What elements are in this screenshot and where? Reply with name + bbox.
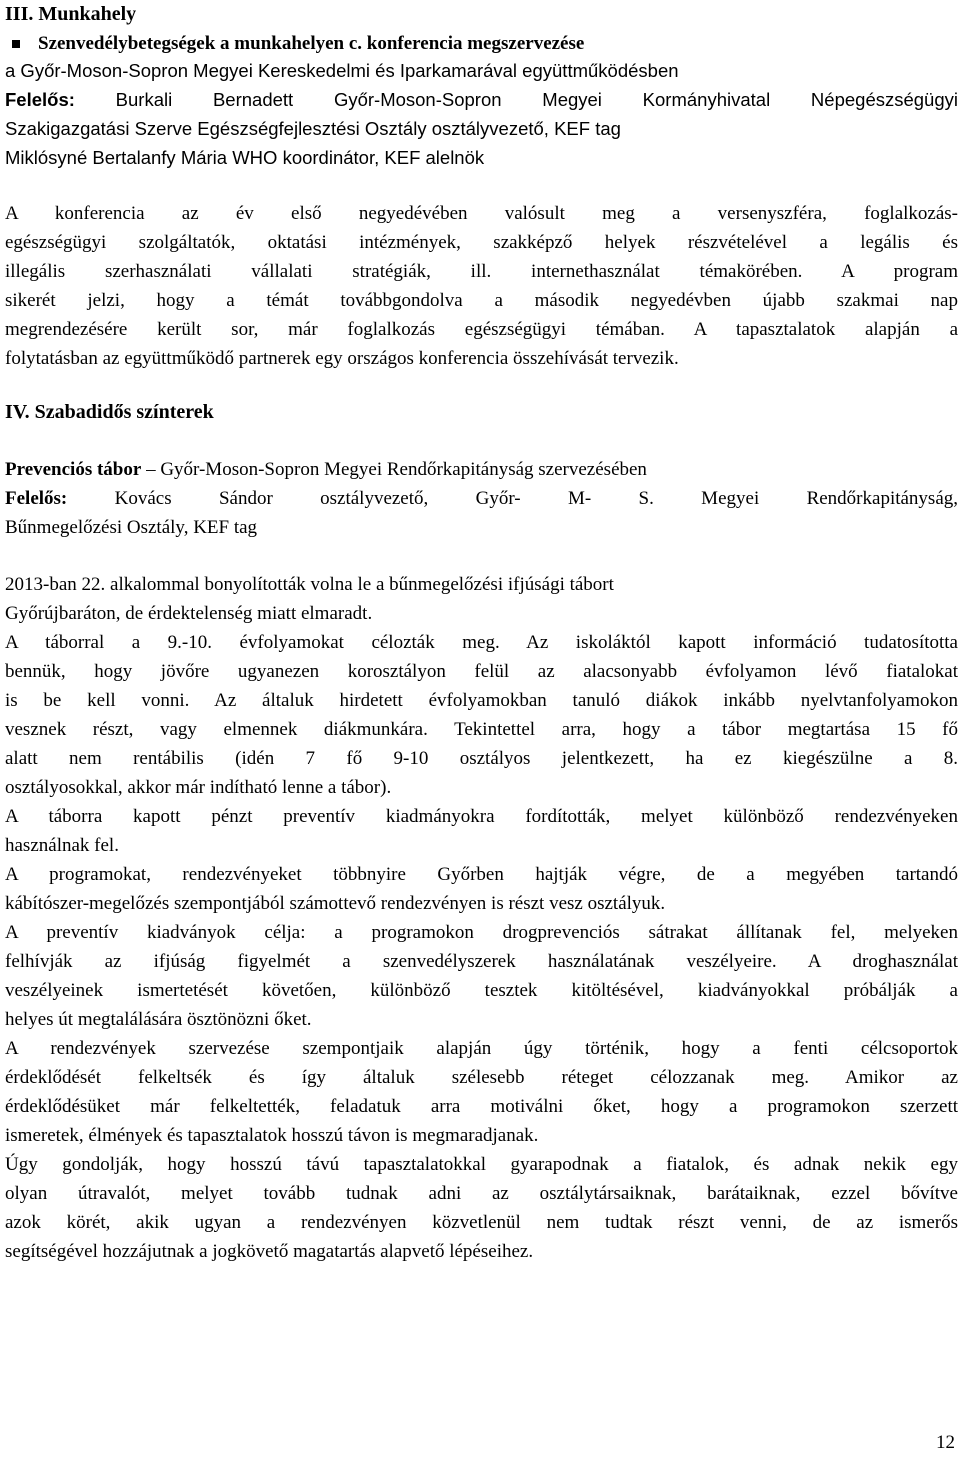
square-bullet-icon [12,40,20,48]
paragraph-line: sikerét jelzi, hogy a témát továbbgondolva a második negyedévben újabb szakmai nap [5,290,958,311]
paragraph-line: egészségügyi szolgáltatók, oktatási intézmények, szakképző helyek részvételével a legális és [5,232,958,253]
prevention-camp-label: Prevenciós tábor [5,459,142,480]
body-line: segítségével hozzájutnak a jogkövető magatartás alapvető lépéseihez. [5,1241,534,1262]
body-line: osztályosokkal, akkor már indítható lenne a tábor). [5,777,392,798]
section-4-responsible-line: Felelős: Kovács Sándor osztályvezető, Győr- M- S. Megyei Rendőrkapitányság, [5,488,959,509]
body-line: A rendezvények szervezése szempontjaik alapján úgy történik, hogy a fenti célcsoportok [5,1038,958,1059]
cooperation-line: a Győr-Moson-Sopron Megyei Kereskedelmi és Iparkamarával együttműködésben [5,60,679,81]
body-line: 2013-ban 22. alkalommal bonyolították volna le a bűnmegelőzési ifjúsági tábort [5,574,614,595]
responsible-line-2: Szakigazgatási Szerve Egészségfejlesztési Osztály osztályvezető, KEF tag [5,118,621,139]
body-line: A programokat, rendezvényeket többnyire Győrben hajtják végre, de a megyében tartandó [5,864,958,885]
felelos-label: Felelős: [5,89,75,110]
section-3-responsible [5,56,958,172]
body-line: alatt nem rentábilis (idén 7 fő 9-10 osztályos jelentkezett, ha ez kiegészülne a 8. [5,748,958,769]
paragraph-line: A konferencia az év első negyedévében valósult meg a versenyszféra, foglalkozás- [5,203,958,224]
body-line: ismeretek, élmények és tapasztalatok hosszú távon is megmaradjanak. [5,1125,539,1146]
body-line: érdeklődésüket már felkeltették, feladatuk arra motiválni őket, hogy a programokon szerzett [5,1096,958,1117]
body-line: Győrújbaráton, de érdektelenség miatt elmaradt. [5,603,373,624]
body-line: használnak fel. [5,835,119,856]
body-line: Úgy gondolják, hogy hosszú távú tapasztalatokkal gyarapodnak a fiatalok, és adnak nekik egy [5,1154,958,1175]
page-number: 12 [936,1432,955,1453]
body-line: A preventív kiadványok célja: a programokon drogprevenciós sátrakat állítanak fel, melyeken [5,922,958,943]
body-line: vesznek részt, vagy elmennek diákmunkára. Tekintettel arra, hogy a tábor megtartása 15 fő [5,719,958,740]
section-4-responsible-line-2: Bűnmegelőzési Osztály, KEF tag [5,517,258,538]
prevention-camp-line: Prevenciós tábor – Győr-Moson-Sopron Megyei Rendőrkapitányság szervezésében [5,459,647,480]
body-line: felhívják az ifjúság figyelmét a szenvedélyszerek használatának veszélyeire. A droghasználat [5,951,958,972]
body-line: kábítószer-megelőzés szempontjából számottevő rendezvényen is részt vesz osztályuk. [5,893,666,914]
felelos-label: Felelős: [5,488,68,509]
bullet-title [5,29,584,58]
section-4-intro [5,455,958,542]
body-line: azok körét, akik ugyan a rendezvényen közvetlenül nem tudtak részt venni, de az ismerős [5,1212,958,1233]
section-3-heading: III. Munkahely [5,3,137,25]
section-4-body [5,570,958,1266]
body-line: érdeklődését felkeltsék és így általuk szélesebb réteget célozzanak meg. Amikor az [5,1067,958,1088]
section-3 [5,0,584,58]
paragraph-line: illegális szerhasználati vállalati stratégiák, ill. internethasználat témakörében. A program [5,261,958,282]
section-3-paragraph [5,199,958,373]
responsible-line-3: Miklósyné Bertalanfy Mária WHO koordinátor, KEF alelnök [5,147,485,168]
section-4-heading: IV. Szabadidős színterek [5,401,214,423]
body-line: helyes út megtalálására ösztönözni őket. [5,1009,312,1030]
body-line: olyan útravalót, melyet tovább tudnak adni az osztálytársaiknak, barátaiknak, ezzel bővítve [5,1183,958,1204]
body-line: bennük, hogy jövőre ugyanezen korosztályon felül az alacsonyabb évfolyamon lévő fiatalokat [5,661,958,682]
bullet-title-text: Szenvedélybetegségek a munkahelyen c. konferencia megszervezése [38,33,585,54]
body-line: is be kell vonni. Az általuk hirdetett évfolyamokban tanuló diákok inkább nyelvtanfolyamokon [5,690,958,711]
paragraph-line: folytatásban az együttműködő partnerek egy országos konferencia összehívását tervezik. [5,348,679,369]
body-line: A táborra kapott pénzt preventív kiadmányokra fordították, melyet különböző rendezvényeken [5,806,958,827]
body-line: veszélyeinek ismertetését követően, különböző tesztek kitöltésével, kiadványokkal próbálják a [5,980,958,1001]
responsible-line-1: Felelős: Burkali Bernadett Győr-Moson-Sopron Megyei Kormányhivatal Népegészségügyi [5,89,958,110]
paragraph-line: megrendezésére került sor, már foglalkozás egészségügyi témában. A tapasztalatok alapján a [5,319,958,340]
body-line: A táborral a 9.-10. évfolyamokat célozták meg. Az iskoláktól kapott információ tudatosította [5,632,958,653]
